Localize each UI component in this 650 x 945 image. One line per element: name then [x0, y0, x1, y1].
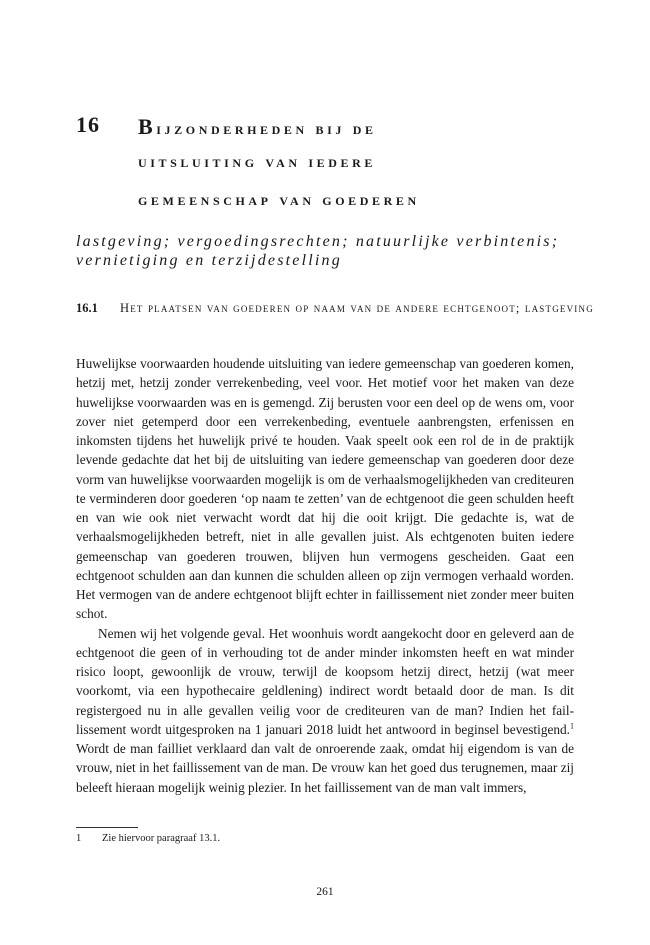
section-number: 16.1 [76, 301, 98, 315]
page-number: 261 [316, 886, 334, 898]
footnote-divider [76, 827, 138, 828]
paragraph-2 [76, 624, 574, 797]
footnote-text: Zie hiervoor paragraaf 13.1. [102, 833, 221, 844]
body-text [76, 354, 574, 797]
footnote-number: 1 [76, 833, 82, 844]
paragraph-2-text: Nemen wij het volgende geval. Het woonhuis wordt aangekocht door en geleverd aan de echtgenoot die geen of in verhouding tot de ander minder inkomsten heeft en wat minder risico loopt, gewoonlijk de vrouw, terwijl de koopsom hetzij direct, hetzij (wat meer voorkomt, via een hypothecaire geldlening) indirect wordt betaald door de man. Is dit registergoed nu in alle gevallen veilig voor de crediteuren van de man? Indien het faillissement wordt uitgesproken na 1 januari 2018 luidt het antwoord in beginsel bevestigend. [76, 625, 574, 737]
chapter-title-line-1: Bijzonderheden bij de [138, 114, 377, 139]
section-title: Het plaatsen van goederen op naam van de andere echtgenoot; lastgeving [120, 301, 594, 315]
chapter-title-line-2: uitsluiting van iedere [138, 152, 376, 171]
chapter-number: 16 [76, 112, 100, 137]
footnote-reference[interactable]: 1 [570, 721, 574, 731]
chapter-title-line-3: gemeenschap van goederen [138, 190, 420, 209]
paragraph-2-continuation: Wordt de man failliet verklaard dan valt de onroerende zaak, omdat hij eigendom is van de vrouw, niet in het faillissement van de man. De vrouw kan het goed dus terugnemen, maar zij beleeft hieraan mogelijk weinig plezier. In het faillissement van de man valt immers, [76, 741, 574, 795]
chapter-subtitle: lastgeving; vergoedingsrechten; natuurlijke verbintenis; vernietiging en terzijdestelling [76, 233, 560, 269]
paragraph-1: Huwelijkse voorwaarden houdende uitsluiting van iedere gemeenschap van goederen komen, hetzij met, hetzij zonder verrekenbeding, veel voor. Het motief voor het maken van deze huwelijkse voorwaarden was en is gemengd. Zij berusten voor een deel op de wens om, voor zover niet getemperd door een verrekenbeding, eventuele aanbrengsten, erfenissen en inkomsten tijdens het huwelijk privé te houden. Vaak speelt ook een rol de in de praktijk levende gedachte dat het bij de uitsluiting van iedere gemeenschap van goederen door deze vorm van huwelijkse voorwaarden mogelijk is om de verhaalsmogelijkheden van crediteuren te verminderen door goederen ‘op naam te zetten’ van de echtgenoot die geen schulden heeft en van wie ook niet verwacht wordt dat hij die ooit krijgt. Die gedachte is, wat de verhaalsmogelijkheden betreft, niet in alle gevallen juist. Als echtgenoten buiten iedere gemeenschap van goederen trouwen, blijven hun vermogens gescheiden. Gaat een echtgenoot schulden aan dan kunnen die schulden alleen op zijn vermogen verhaald worden. Het vermogen van de andere echtgenoot blijft echter in faillissement niet zonder meer buiten schot. [76, 356, 574, 622]
footnote [76, 833, 220, 844]
